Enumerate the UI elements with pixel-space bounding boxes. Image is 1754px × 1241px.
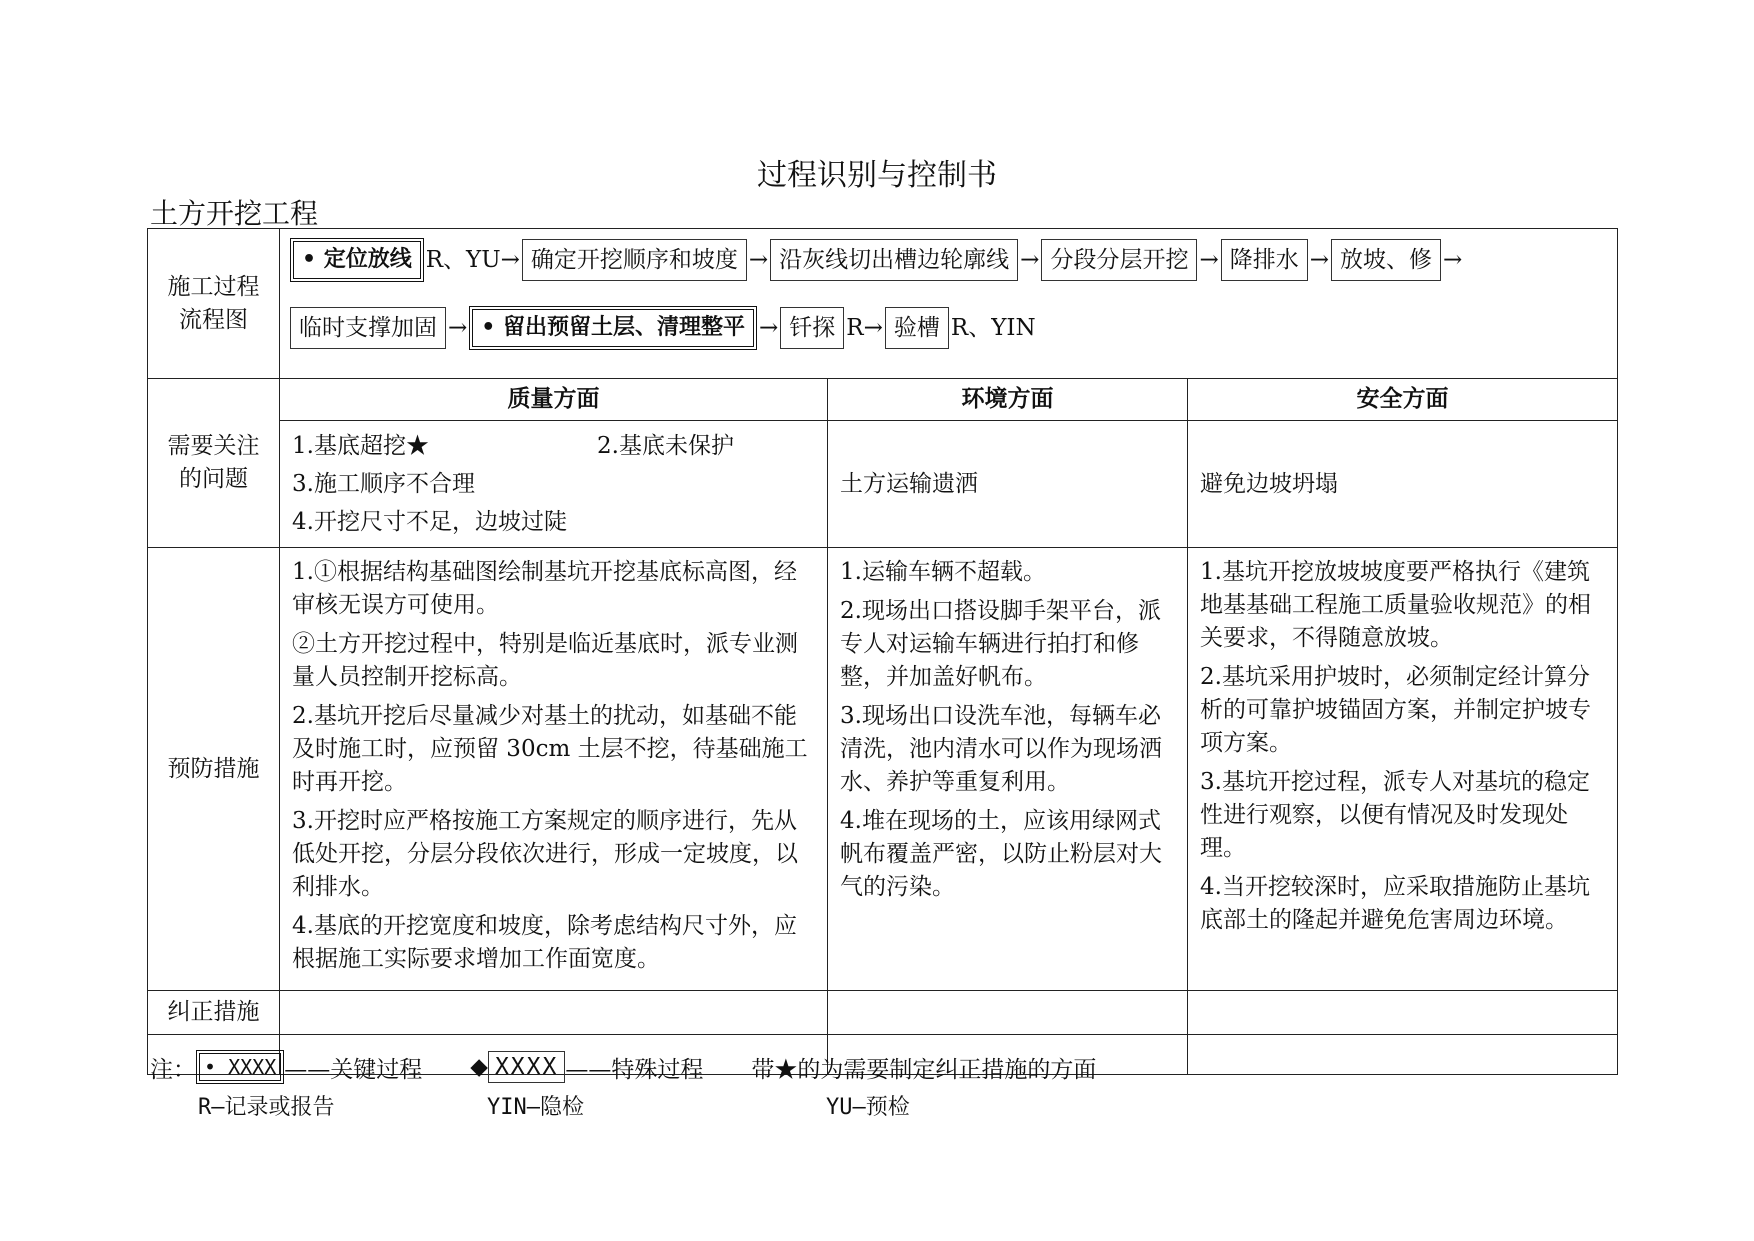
flow-connector: →: [1199, 246, 1219, 273]
measures-label: 预防措施: [148, 548, 280, 991]
issues-label-line: 需要关注: [167, 433, 260, 459]
quality-measure: 2.基坑开挖后尽量减少对基土的扰动，如基础不能及时施工时，应预留 30cm 土层不挖，待基础施工时再开挖。: [292, 703, 808, 795]
document-title: 过程识别与控制书: [757, 158, 997, 193]
key-process-step: • 留出预留土层、清理整平: [469, 306, 757, 350]
process-step: 临时支撑加固: [290, 307, 446, 349]
project-name: 土方开挖工程: [150, 197, 319, 230]
blank-cell: [1188, 1035, 1618, 1075]
diamond-icon: ◆: [470, 1054, 488, 1080]
flow-connector: →: [1020, 246, 1040, 273]
safety-measure: 2.基坑采用护坡时，必须制定经计算分析的可靠护坡锚固方案，并制定护坡专项方案。: [1200, 664, 1591, 756]
safety-measures: [1188, 548, 1618, 991]
flow-line-2: [290, 305, 1607, 351]
flow-connector: →: [448, 314, 468, 341]
quality-issue-3: 3.施工顺序不合理: [292, 471, 475, 497]
quality-measure: ②土方开挖过程中，特别是临近基底时，派专业测量人员控制开挖标高。: [292, 631, 798, 690]
measures-row: [148, 548, 1618, 991]
flow-line-1: [290, 237, 1607, 283]
flow-connector: R→: [846, 314, 883, 341]
flow-connector: R、YIN: [950, 314, 1036, 341]
flow-chart: [280, 229, 1618, 379]
quality-measure: 3.开挖时应严格按施工方案规定的顺序进行，先从低处开挖，分层分段依次进行，形成一定坡度，以利排水。: [292, 808, 798, 900]
flow-connector: R、YU→: [425, 246, 520, 273]
environment-issues: [828, 421, 1188, 548]
issues-label: [148, 379, 280, 548]
environment-issue: 土方运输遗洒: [840, 471, 978, 497]
environment-header: 环境方面: [828, 379, 1188, 421]
safety-issue: 避免边坡坍塌: [1200, 471, 1338, 497]
environment-measure: 1.运输车辆不超载。: [840, 559, 1046, 585]
process-step: 放坡、修: [1331, 239, 1441, 281]
key-process-desc: ——关键过程: [284, 1056, 423, 1083]
quality-measure: 4.基底的开挖宽度和坡度，除考虑结构尺寸外，应根据施工实际要求增加工作面宽度。: [292, 913, 797, 972]
safety-measure: 1.基坑开挖放坡坡度要严格执行《建筑地基基础工程施工质量验收规范》的相关要求，不得随意放坡。: [1200, 559, 1591, 651]
safety-header: 安全方面: [1188, 379, 1618, 421]
safety-correction-cell: [1188, 991, 1618, 1035]
quality-correction-cell: [280, 991, 828, 1035]
flow-connector: →: [1443, 246, 1463, 273]
key-process-step: • 定位放线: [290, 238, 424, 282]
quality-header: 质量方面: [280, 379, 828, 421]
legend-yu: YU—预检: [826, 1095, 910, 1120]
quality-issue-2: 2.基底未保护: [597, 433, 734, 459]
process-step: 沿灰线切出槽边轮廓线: [770, 239, 1018, 281]
environment-correction-cell: [828, 991, 1188, 1035]
flow-label-line: 流程图: [179, 306, 248, 333]
quality-measure: 1.①根据结构基础图绘制基坑开挖基底标高图，经审核无误方可使用。: [292, 559, 797, 618]
special-process-sample: XXXX: [488, 1051, 565, 1083]
process-step: 验槽: [885, 307, 949, 349]
environment-measure: 2.现场出口搭设脚手架平台，派专人对运输车辆进行拍打和修整，并加盖好帆布。: [840, 598, 1161, 690]
process-control-table: [147, 228, 1618, 1075]
quality-issues: [280, 421, 828, 548]
safety-measure: 4.当开挖较深时，应采取措施防止基坑底部土的隆起并避免危害周边环境。: [1200, 874, 1590, 933]
issues-row: [148, 421, 1618, 548]
correction-label: 纠正措施: [148, 991, 280, 1035]
flow-label-line: 施工过程: [167, 273, 260, 300]
flow-label: [148, 229, 280, 379]
quality-measures: [280, 548, 828, 991]
legend-yin: YIN—隐检: [487, 1095, 584, 1120]
process-step: 分段分层开挖: [1041, 239, 1197, 281]
quality-issue-1: 1.基底超挖★: [292, 433, 429, 459]
process-step: 确定开挖顺序和坡度: [522, 239, 747, 281]
quality-issue-row-1: [292, 427, 815, 465]
key-process-sample: • XXXX: [196, 1050, 284, 1084]
process-step: 钎探: [780, 307, 844, 349]
special-process-desc: ——特殊过程: [565, 1056, 704, 1083]
quality-issue-4: 4.开挖尺寸不足，边坡过陡: [292, 509, 567, 535]
flow-row: [148, 229, 1618, 379]
legend-r: R—记录或报告: [198, 1095, 335, 1120]
correction-row: [148, 991, 1618, 1035]
star-note: 带★的为需要制定纠正措施的方面: [751, 1056, 1097, 1083]
safety-issues: [1188, 421, 1618, 548]
note-prefix: 注：: [150, 1056, 196, 1083]
environment-measures: [828, 548, 1188, 991]
environment-measure: 4.堆在现场的土，应该用绿网式帆布覆盖严密，以防止粉层对大气的污染。: [840, 808, 1162, 900]
environment-measure: 3.现场出口设洗车池，每辆车必清洗，池内清水可以作为现场洒水、养护等重复利用。: [840, 703, 1162, 795]
process-step: 降排水: [1221, 239, 1308, 281]
flow-connector: →: [759, 314, 779, 341]
flow-connector: →: [748, 246, 769, 273]
issues-label-line: 的问题: [179, 466, 248, 492]
flow-connector: →: [1309, 246, 1330, 273]
legend-line-1: [150, 1050, 1096, 1084]
header-row: [148, 379, 1618, 421]
safety-measure: 3.基坑开挖过程，派专人对基坑的稳定性进行观察，以便有情况及时发现处理。: [1200, 769, 1590, 861]
